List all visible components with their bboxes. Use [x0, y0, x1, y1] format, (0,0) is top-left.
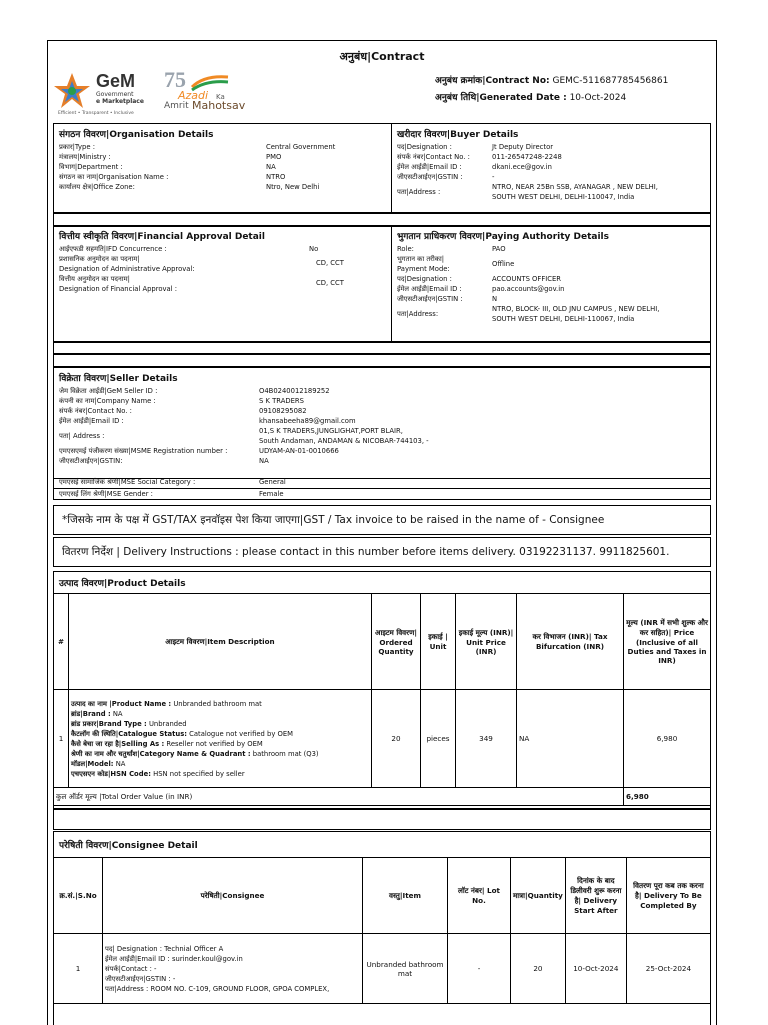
- item-val: Catalogue not verified by OEM: [189, 729, 294, 738]
- gem-sub2: e Marketplace: [96, 98, 144, 105]
- gstin-value: N: [492, 295, 498, 303]
- paying-address-1: NTRO, BLOCK- III, OLD JNU CAMPUS , NEW DELHI,: [492, 305, 660, 313]
- org-label: प्रकार|Type :: [59, 143, 95, 151]
- item-val: Unbranded: [148, 719, 187, 728]
- gem-name: GeM: [96, 71, 136, 91]
- consignee-line: संपर्क|Contact : -: [105, 964, 157, 973]
- desig-value: ACCOUNTS OFFICER: [492, 275, 561, 283]
- total-row: [54, 788, 710, 806]
- org-label: विभाग|Department :: [59, 163, 123, 171]
- consignee-section: [53, 831, 711, 1025]
- gem-sub1: Government: [96, 91, 134, 98]
- item-no: 1: [54, 690, 69, 788]
- product-table: [54, 593, 710, 806]
- msme-value: UDYAM-AN-01-0010666: [259, 447, 339, 455]
- mode-label-en: Payment Mode:: [397, 265, 450, 273]
- table-row: [54, 934, 710, 1004]
- col-start: दिनांक के बाद डिलीवरी शुरू करना है| Delivery Start After: [565, 858, 626, 934]
- item-val: NA: [115, 759, 126, 768]
- fa-label-hi: वित्तीय अनुमोदन का पदनाम|: [59, 275, 130, 283]
- consignee-item: Unbranded bathroom mat: [363, 934, 448, 1004]
- generated-date: 10-Oct-2024: [569, 93, 627, 103]
- buyer-address-1: NTRO, NEAR 25Bn SSB, AYANAGAR , NEW DELHI,: [492, 183, 658, 191]
- col-consignee: परेषिती|Consignee: [103, 858, 363, 934]
- mode-label-hi: भुगतान का तरीका|: [397, 255, 444, 263]
- item-val: Unbranded bathroom mat: [173, 699, 262, 708]
- seller-value: 09108295082: [259, 407, 307, 415]
- org-heading: संगठन विवरण|Organisation Details: [59, 130, 214, 140]
- product-section: [53, 571, 711, 810]
- consignee-qty: 20: [511, 934, 566, 1004]
- seller-gstin-label: जीएसटीआईएन|GSTIN:: [59, 457, 123, 465]
- contract-no: GEMC-511687785456861: [552, 76, 669, 86]
- paying-address-2: SOUTH WEST DELHI, DELHI-110067, India: [492, 315, 635, 323]
- org-value: NA: [266, 163, 276, 171]
- role-label: Role:: [397, 245, 414, 253]
- social-label: एमएसई सामाजिक श्रेणी|MSE Social Category :: [59, 478, 196, 486]
- col-lot: लॉट नंबर| Lot No.: [448, 858, 511, 934]
- seller-mse-section: [53, 477, 711, 500]
- col-sno: क्र.सं.|S.No: [54, 858, 103, 934]
- item-desc: [69, 690, 372, 788]
- consignee-table: [54, 857, 710, 1004]
- consignee-line: जीएसटीआईएन|GSTIN : -: [105, 974, 176, 983]
- item-key: ब्रांड प्रकार|Brand Type :: [71, 719, 147, 728]
- consignee-heading: परेषिती विवरण|Consignee Detail: [59, 841, 198, 851]
- item-key: कैसे बेचा जा रहा है|Selling As :: [71, 739, 165, 748]
- buyer-address-label: पता|Address :: [397, 188, 441, 196]
- org-label: मंत्रालय|Ministry :: [59, 153, 111, 161]
- col-desc: आइटम विवरण|Item Description: [69, 594, 372, 690]
- item-key: मॉडल|Model:: [71, 759, 114, 768]
- item-key: उत्पाद का नाम |Product Name :: [71, 699, 172, 708]
- seller-heading: विक्रेता विवरण|Seller Details: [59, 374, 178, 384]
- col-unit: इकाई | Unit: [421, 594, 456, 690]
- buyer-label: जीएसटीआईएन|GSTIN :: [397, 173, 463, 181]
- ka-text: Ka: [216, 93, 225, 101]
- ifd-value: No: [309, 245, 319, 253]
- org-buyer-section: [53, 123, 711, 213]
- contract-page: [47, 40, 717, 1025]
- item-val: HSN not specified by seller: [153, 769, 245, 778]
- gem-logo-icon: [52, 71, 92, 111]
- gst-note: *जिसके नाम के पक्ष में GST/TAX इनवॉइस पेश किया जाएगा|GST / Tax invoice to be raised in the name of - Consignee: [53, 505, 711, 535]
- seller-section: [53, 367, 711, 479]
- seller-value: khansabeeha89@gmail.com: [259, 417, 356, 425]
- item-price: 349: [456, 690, 517, 788]
- buyer-value: dkani.ece@gov.in: [492, 163, 552, 171]
- seller-label: कंपनी का नाम|Company Name :: [59, 397, 156, 405]
- item-unit: pieces: [421, 690, 456, 788]
- spacer-band: [53, 353, 711, 367]
- table-row: [54, 690, 710, 788]
- item-qty: 20: [372, 690, 421, 788]
- social-value: General: [259, 478, 286, 486]
- admin-label-en: Designation of Administrative Approval:: [59, 265, 195, 273]
- buyer-label: संपर्क नंबर|Contact No. :: [397, 153, 470, 161]
- seller-address-label: पता| Address :: [59, 432, 105, 440]
- total-value: 6,980: [624, 788, 711, 806]
- fa-label-en: Designation of Financial Approval :: [59, 285, 178, 293]
- seller-address-2: South Andaman, ANDAMAN & NICOBAR-744103, -: [259, 437, 429, 445]
- org-label: संगठन का नाम|Organisation Name :: [59, 173, 169, 181]
- gender-value: Female: [259, 490, 284, 498]
- consignee-start: 10-Oct-2024: [565, 934, 626, 1004]
- buyer-value: 011-26547248-2248: [492, 153, 562, 161]
- col-qty: आइटम विवरण| Ordered Quantity: [372, 594, 421, 690]
- consignee-info: [103, 934, 363, 1004]
- paying-address-label: पता|Address:: [397, 310, 439, 318]
- fa-value: CD, CCT: [316, 279, 344, 287]
- azadi-logo: [164, 67, 254, 115]
- seller-value: O4B0240012189252: [259, 387, 330, 395]
- org-value: PMO: [266, 153, 282, 161]
- col-end: वितरण पूरा कब तक करना है| Delivery To Be Completed By: [626, 858, 710, 934]
- item-val: bathroom mat (Q3): [252, 749, 319, 758]
- email-label: ईमेल आईडी|Email ID :: [397, 285, 462, 293]
- generated-date-label: अनुबंध तिथि|Generated Date :: [435, 93, 567, 103]
- seller-label: जेम विक्रेता आईडी|GeM Seller ID :: [59, 387, 158, 395]
- contract-meta: [435, 73, 668, 107]
- azadi-text: Azadi: [178, 89, 209, 102]
- col-price: इकाई मूल्य (INR)| Unit Price (INR): [456, 594, 517, 690]
- item-total: 6,980: [624, 690, 711, 788]
- mahotsav-text: Mahotsav: [192, 99, 246, 112]
- seller-value: S K TRADERS: [259, 397, 304, 405]
- fin-heading: वित्तीय स्वीकृति विवरण|Financial Approval Detail: [59, 232, 265, 242]
- buyer-label: पद|Designation :: [397, 143, 452, 151]
- buyer-value: -: [492, 173, 495, 181]
- seller-address-1: 01,S K TRADERS,JUNGLIGHAT,PORT BLAIR,: [259, 427, 403, 435]
- msme-label: एमएसएमई पंजीकरण संख्या|MSME Registration number :: [59, 447, 228, 455]
- org-value: Central Government: [266, 143, 336, 151]
- org-label: कार्यालय क्षेत्र|Office Zone:: [59, 183, 135, 191]
- desig-label: पद|Designation :: [397, 275, 452, 283]
- consignee-sno: 1: [54, 934, 103, 1004]
- product-heading: उत्पाद विवरण|Product Details: [59, 579, 186, 589]
- seller-gstin-value: NA: [259, 457, 269, 465]
- gem-tagline: Efficient • Transparent • Inclusive: [58, 111, 134, 116]
- item-val: NA: [112, 709, 123, 718]
- item-key: श्रेणी का नाम और चतुर्थांश|Category Name & Quadrant :: [71, 749, 251, 758]
- item-key: एचएसएन कोड|HSN Code:: [71, 769, 151, 778]
- consignee-line: पद| Designation : Technial Officer A: [105, 944, 224, 953]
- spacer-band: [53, 808, 711, 830]
- col-quantity: मात्रा|Quantity: [511, 858, 566, 934]
- mode-value: Offline: [492, 260, 515, 268]
- seller-label: ईमेल आईडी|Email ID :: [59, 417, 124, 425]
- admin-value: CD, CCT: [316, 259, 344, 267]
- delivery-note: वितरण निर्देश | Delivery Instructions : please contact in this number before items delivery. 03192231137. 9911825601.: [53, 537, 711, 567]
- paying-heading: भुगतान प्राधिकरण विवरण|Paying Authority Details: [397, 232, 610, 242]
- consignee-end: 25-Oct-2024: [626, 934, 710, 1004]
- total-label: कुल ऑर्डर मूल्य |Total Order Value (in INR): [54, 788, 624, 806]
- admin-label-hi: प्रशासनिक अनुमोदन का पदनाम|: [59, 255, 140, 263]
- consignee-lot: -: [448, 934, 511, 1004]
- col-no: #: [54, 594, 69, 690]
- item-key: ब्रांड|Brand :: [71, 709, 111, 718]
- col-total: मूल्य (INR में सभी शुल्क और कर सहित)| Price (Inclusive of all Duties and Taxes in INR): [624, 594, 711, 690]
- contract-title: अनुबंध|Contract: [339, 50, 425, 63]
- email-value: pao.accounts@gov.in: [492, 285, 565, 293]
- item-val: Reseller not verified by OEM: [166, 739, 263, 748]
- item-tax: NA: [517, 690, 624, 788]
- buyer-label: ईमेल आईडी|Email ID :: [397, 163, 462, 171]
- consignee-line: ईमेल आईडी|Email ID : surinder.koul@gov.in: [105, 954, 243, 963]
- org-value: Ntro, New Delhi: [266, 183, 320, 191]
- buyer-heading: खरीदार विवरण|Buyer Details: [397, 130, 519, 140]
- consignee-line: पता|Address : ROOM NO. C-109, GROUND FLOOR, GPOA COMPLEX,: [105, 984, 330, 993]
- amrit-text: Amrit: [164, 101, 189, 111]
- role-value: PAO: [492, 245, 506, 253]
- col-tax: कर विभाजन (INR)| Tax Bifurcation (INR): [517, 594, 624, 690]
- ifd-label: आईएफडी सहमति|IFD Concurrence :: [59, 245, 167, 253]
- buyer-address-2: SOUTH WEST DELHI, DELHI-110047, India: [492, 193, 635, 201]
- seller-label: संपर्क नंबर|Contact No. :: [59, 407, 132, 415]
- buyer-value: Jt Deputy Director: [492, 143, 554, 151]
- finance-paying-section: [53, 225, 711, 343]
- item-key: कैटलॉग की स्थिति|Catalogue Status:: [71, 729, 187, 738]
- col-item: वस्तु|Item: [363, 858, 448, 934]
- azadi-number: 75: [164, 67, 186, 92]
- contract-no-label: अनुबंध क्रमांक|Contract No:: [435, 76, 550, 86]
- gstin-label: जीएसटीआईएन|GSTIN :: [397, 295, 463, 303]
- org-value: NTRO: [266, 173, 286, 181]
- gender-label: एमएसई लिंग श्रेणी|MSE Gender :: [59, 490, 153, 498]
